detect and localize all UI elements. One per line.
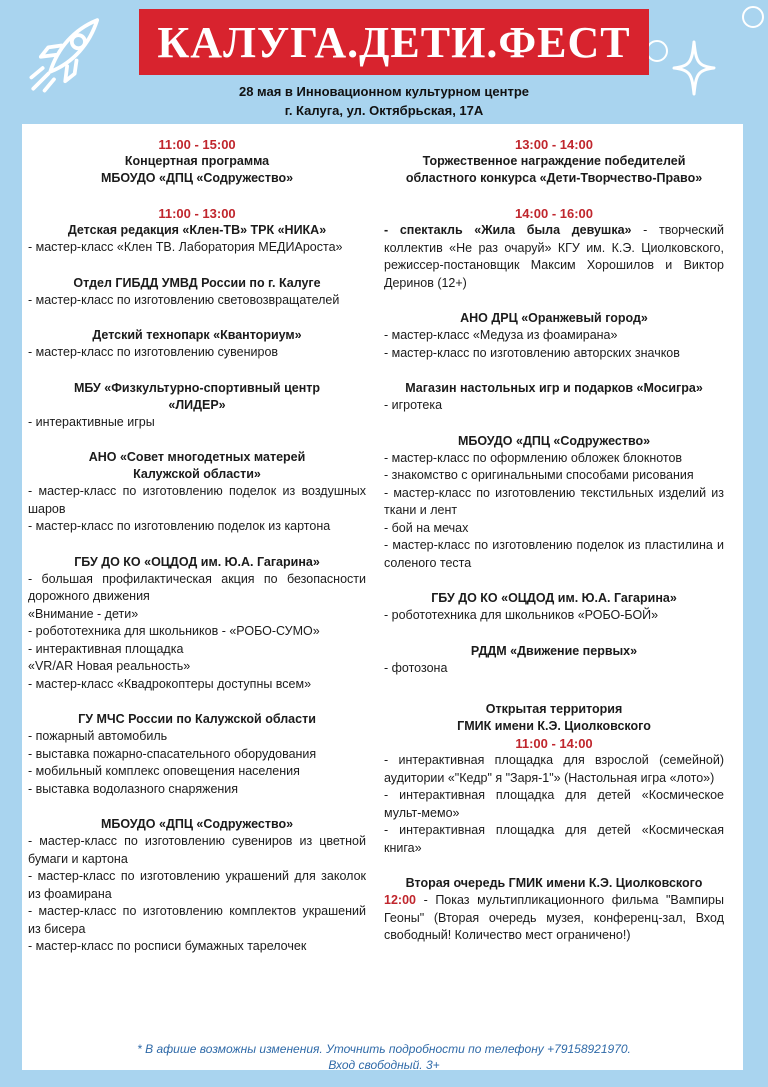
program-left-column: [28, 136, 366, 974]
list-item: - интерактивная площадка: [28, 641, 184, 656]
list-item: - мастер-класс по изготовлению световозвращателей: [28, 292, 340, 307]
list-item: - мобильный комплекс оповещения населения: [28, 764, 300, 778]
list-item: - интерактивные игры: [28, 414, 155, 429]
program-block: [28, 554, 366, 694]
list-item: - знакомство с оригинальными способами рисования: [384, 468, 694, 482]
block-heading: РДДМ «Движение первых»: [470, 643, 638, 658]
program-block: [384, 875, 724, 945]
circle-decoration: [646, 40, 668, 62]
list-item: - игротека: [384, 398, 443, 412]
block-heading: «ЛИДЕР»: [168, 397, 226, 412]
program-block: [28, 275, 366, 310]
time-slot: 13:00 - 14:00: [514, 137, 594, 152]
program-block: [28, 136, 366, 187]
list-item: [384, 892, 724, 945]
program-block: [384, 433, 724, 573]
program-block: [28, 449, 366, 536]
list-item: - мастер-класс по оформлению обложек блокнотов: [384, 450, 683, 465]
list-item: - выставка водолазного снаряжения: [28, 781, 239, 796]
list-item: - мастер-класс по изготовлению авторских значков: [384, 345, 680, 360]
program-block: [28, 205, 366, 257]
list-item: - бой на мечах: [384, 520, 469, 535]
list-item: - робототехника для школьников - «РОБО-СУМО»: [28, 624, 320, 638]
program-panel: [22, 124, 743, 1070]
circle-decoration: [742, 6, 764, 28]
block-heading: Калужской области»: [133, 467, 261, 481]
program-block: [384, 701, 724, 857]
program-block: [28, 816, 366, 956]
program-block: [384, 590, 724, 625]
list-item: - мастер-класс по изготовлению поделок из пластилина и соленого теста: [384, 538, 724, 570]
program-block: [28, 711, 366, 798]
block-heading: Детский технопарк «Кванториум»: [92, 328, 302, 342]
list-item: - мастер-класс по изготовлению сувениров: [28, 345, 279, 359]
block-heading: Детская редакция «Клен-ТВ» ТРК «НИКА»: [67, 223, 327, 237]
list-item: - мастер-класс «Клен ТВ. Лаборатория МЕДИАроста»: [28, 240, 343, 254]
list-item: - мастер-класс «Медуза из фоамирана»: [384, 328, 618, 342]
list-item: - мастер-класс «Квадрокоптеры доступны всем»: [28, 676, 312, 691]
list-item: - интерактивная площадка для детей «Космическое мульт-мемо»: [384, 788, 724, 820]
list-item: - мастер-класс по изготовлению текстильных изделий из ткани и лент: [384, 485, 724, 517]
list-item: - интерактивная площадка для детей «Космическая книга»: [384, 823, 724, 855]
performance-title: - спектакль «Жила была девушка»: [384, 223, 632, 237]
block-heading: АНО «Совет многодетных матерей: [88, 450, 306, 464]
block-heading: Магазин настольных игр и подарков «Мосигра»: [405, 381, 703, 395]
time-slot: 12:00: [384, 893, 416, 907]
list-item: [384, 222, 724, 292]
time-slot: 14:00 - 16:00: [514, 206, 594, 221]
block-heading: МБУ «Физкультурно-спортивный центр: [73, 380, 321, 395]
list-item: - мастер-класс по изготовлению комплектов украшений из бисера: [28, 904, 366, 936]
program-block: [384, 136, 724, 187]
block-heading: АНО ДРЦ «Оранжевый город»: [460, 311, 648, 325]
block-heading: ГБУ ДО КО «ОЦДОД им. Ю.А. Гагарина»: [431, 591, 677, 605]
list-item: - робототехника для школьников «РОБО-БОЙ»: [384, 608, 659, 622]
performance-details: - творческий коллектив «Не раз очаруй» КГУ им. К.Э. Циолковского, режиссер-постановщик Максим Хорошилов и Виктор Деринов (12+): [384, 223, 724, 290]
screening-details: - Показ мультипликационного фильма "Вампиры Геоны" (Вторая очередь музея, конференц-зал, Вход свободный! Количество мест ограничено!): [384, 893, 724, 942]
list-item: - мастер-класс по росписи бумажных тарелочек: [28, 939, 307, 953]
block-heading: Вторая очередь ГМИК имени К.Э. Циолковского: [405, 876, 703, 890]
list-item: - большая профилактическая акция по безопасности дорожного движения: [28, 571, 366, 603]
time-slot: 11:00 - 14:00: [515, 736, 593, 751]
list-item: «VR/AR Новая реальность»: [28, 659, 191, 673]
festival-title: КАЛУГА.ДЕТИ.ФЕСТ: [139, 9, 649, 75]
block-heading: ГМИК имени К.Э. Циолковского: [457, 719, 651, 733]
event-address: г. Калуга, ул. Октябрьская, 17А: [284, 103, 484, 118]
footer-note: * В афише возможны изменения. Уточнить подробности по телефону +79158921970.: [137, 1042, 631, 1056]
list-item: - интерактивная площадка для взрослой (семейной) аудитории «"Кедр" я "Заря-1"» (Настольная игра «лото»): [384, 753, 724, 785]
block-heading: Отдел ГИБДД УМВД России по г. Калуге: [73, 275, 321, 290]
list-item: - мастер-класс по изготовлению украшений для заколок из фоамирана: [28, 869, 366, 901]
program-block: [384, 205, 724, 292]
program-block: [384, 380, 724, 415]
block-heading: Открытая территория: [485, 702, 623, 716]
block-heading: областного конкурса «Дети-Творчество-Право»: [405, 171, 703, 185]
program-block: [28, 380, 366, 432]
block-heading: ГБУ ДО КО «ОЦДОД им. Ю.А. Гагарина»: [74, 554, 320, 569]
list-item: - выставка пожарно-спасательного оборудования: [28, 746, 317, 761]
list-item: - пожарный автомобиль: [28, 729, 168, 743]
program-block: [28, 327, 366, 362]
block-heading: ГУ МЧС России по Калужской области: [78, 712, 316, 726]
block-heading: Торжественное награждение победителей: [422, 154, 686, 168]
program-block: [384, 643, 724, 678]
block-heading: Концертная программа: [124, 154, 270, 168]
list-item: - мастер-класс по изготовлению поделок из картона: [28, 519, 331, 533]
list-item: - мастер-класс по изготовлению поделок из воздушных шаров: [28, 484, 366, 516]
program-block: [384, 310, 724, 362]
list-item: «Внимание - дети»: [28, 606, 139, 621]
block-heading: МБОУДО «ДПЦ «Содружество»: [457, 433, 651, 448]
list-item: - фотозона: [384, 660, 448, 675]
footer-entry: Вход свободный. 3+: [328, 1058, 440, 1072]
block-heading: МБОУДО «ДПЦ «Содружество»: [100, 171, 294, 185]
time-slot: 11:00 - 15:00: [158, 137, 236, 152]
event-date-venue: 28 мая в Инновационном культурном центре: [238, 84, 530, 99]
list-item: - мастер-класс по изготовлению сувениров из цветной бумаги и картона: [28, 834, 366, 866]
block-heading: МБОУДО «ДПЦ «Содружество»: [100, 817, 294, 831]
program-right-column: [384, 136, 724, 963]
time-slot: 11:00 - 13:00: [158, 206, 236, 221]
